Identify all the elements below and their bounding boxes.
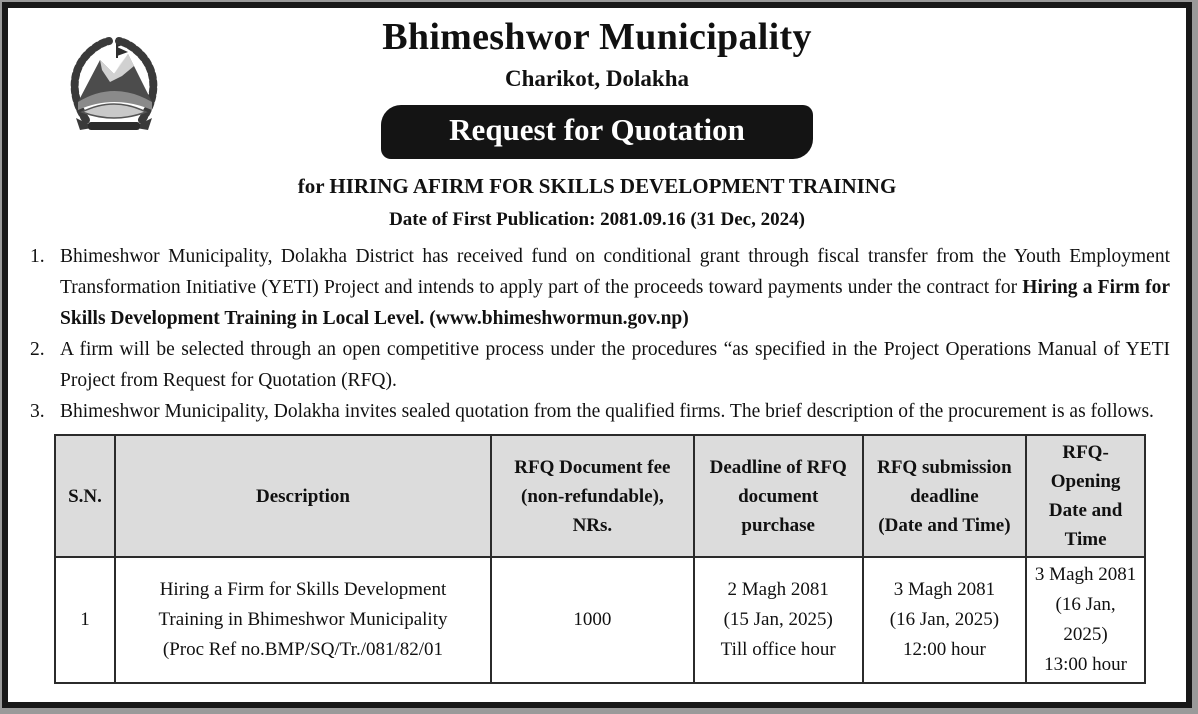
notice-text: Bhimeshwor Municipality, Dolakha invites sealed quotation from the qualified firms. The brief description of the procurement is as follows.: [60, 401, 1154, 422]
municipality-emblem-icon: [62, 24, 166, 140]
cell-line: 3 Magh 2081: [1034, 564, 1137, 585]
cell-line: (16 Jan, 2025): [889, 609, 1000, 630]
notice-text-normal: Bhimeshwor Municipality, Dolakha District has received fund on conditional grant through fiscal transfer from the Youth Employment Transformation Initiative (YETI) Project and intends to apply part of the proceeds toward payments under the contract for: [60, 246, 1170, 298]
header-line: (Date and Time): [878, 514, 1011, 536]
notice-item-1: [22, 241, 1170, 334]
cell-line: (15 Jan, 2025): [723, 609, 833, 630]
cell-line: Hiring a Firm for Skills Development: [159, 579, 447, 600]
notice-number: 3.: [30, 401, 45, 422]
cell-line: 12:00 hour: [902, 639, 986, 660]
cell-line: 13:00 hour: [1044, 654, 1128, 675]
header-line: document: [738, 485, 819, 507]
table-row: [55, 557, 1145, 683]
cell-line: (Proc Ref no.BMP/SQ/Tr./081/82/01: [162, 639, 444, 660]
header-line: RFQ-Opening: [1050, 442, 1121, 492]
notice-text: [60, 241, 1170, 334]
cell-line: Till office hour: [720, 639, 836, 660]
header-line: (non-refundable),: [521, 485, 664, 507]
mountain-shape: [78, 54, 152, 110]
header-line: Date and: [1048, 500, 1123, 521]
document-header: [8, 8, 1186, 231]
header-line: NRs.: [572, 514, 613, 536]
notice-list: [22, 241, 1170, 427]
col-header-opening: [1026, 435, 1145, 557]
notice-number: 1.: [30, 246, 45, 267]
cell-line: (16 Jan, 2025): [1055, 594, 1116, 645]
col-header-sn: [55, 435, 115, 557]
col-header-description: [115, 435, 491, 557]
procurement-table-wrap: [54, 434, 1146, 684]
publication-date: Date of First Publication: 2081.09.16 (31 Dec, 2024): [389, 209, 805, 230]
notice-number: 2.: [30, 339, 45, 360]
page-subtitle: Charikot, Dolakha: [504, 66, 690, 91]
cell-description: [115, 557, 491, 683]
notice-item-3: [22, 396, 1170, 427]
cell-line: 3 Magh 2081: [893, 579, 996, 600]
header-line: Deadline of RFQ: [709, 456, 847, 478]
cell-sn: 1: [55, 557, 115, 683]
header-line: RFQ Document fee: [514, 456, 671, 478]
cell-line: Training in Bhimeshwor Municipality: [158, 609, 448, 630]
subject-line: for HIRING AFIRM FOR SKILLS DEVELOPMENT TRAINING: [297, 174, 897, 198]
header-line: deadline: [910, 485, 979, 507]
table-header-row: [55, 435, 1145, 557]
notice-item-2: [22, 334, 1170, 396]
cell-line: 2 Magh 2081: [727, 579, 829, 600]
cell-opening: [1026, 557, 1145, 683]
procurement-table: [54, 434, 1146, 684]
header-line: Description: [256, 485, 350, 507]
cell-document-fee: 1000: [491, 557, 694, 683]
notice-text-bold: Hiring a Firm for Skills Development Training in Local Level. (www.bhimeshwormun.gov.np): [60, 277, 1170, 329]
cell-purchase-deadline: [694, 557, 863, 683]
header-line: RFQ submission: [877, 456, 1012, 478]
hills-shape: [82, 104, 146, 118]
header-line: S.N.: [68, 485, 102, 507]
cell-submission-deadline: [863, 557, 1027, 683]
document: [2, 2, 1192, 708]
col-header-purchase-deadline: [694, 435, 863, 557]
header-line: purchase: [741, 514, 815, 536]
header-line: Time: [1064, 529, 1107, 550]
col-header-submission-deadline: [863, 435, 1027, 557]
notice-text: A firm will be selected through an open competitive process under the procedures “as specified in the Project Operations Manual of YETI Project from Request for Quotation (RFQ).: [60, 339, 1170, 391]
page-title: Bhimeshwor Municipality: [382, 16, 812, 58]
rfq-banner: Request for Quotation: [381, 105, 813, 159]
col-header-document-fee: [491, 435, 694, 557]
